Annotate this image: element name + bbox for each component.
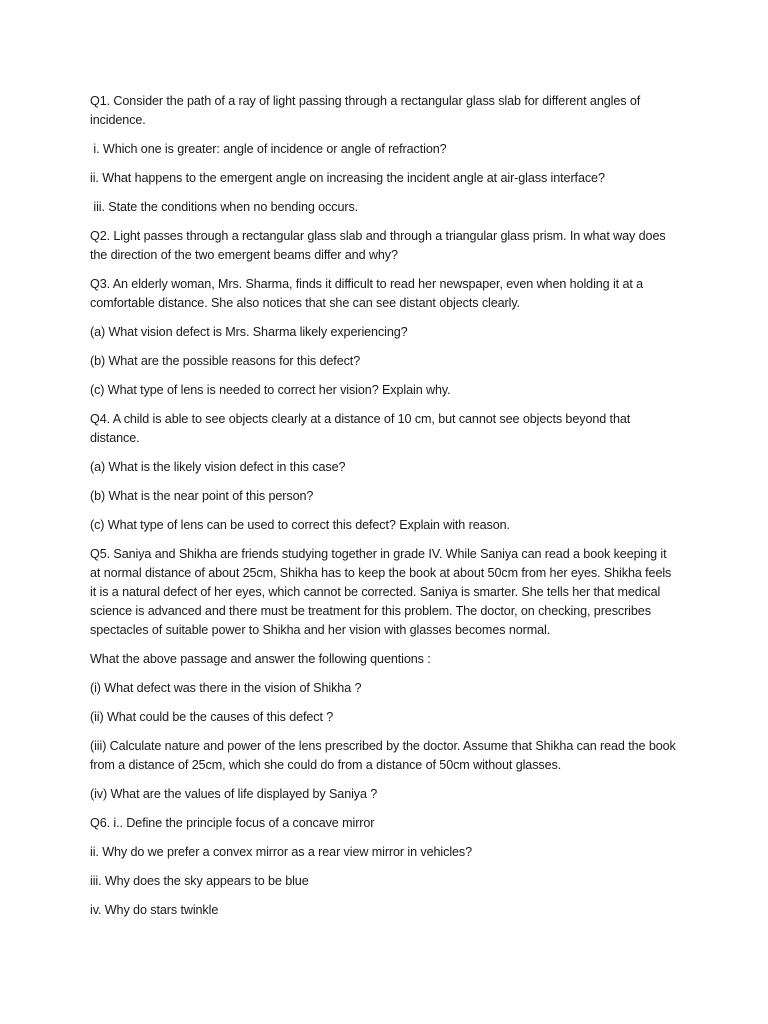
q4-part-c: (c) What type of lens can be used to correct this defect? Explain with reason. (90, 518, 510, 532)
q6-part-iv: iv. Why do stars twinkle (90, 903, 219, 917)
document-page (90, 92, 680, 930)
q5-part-iii: (iii) Calculate nature and power of the lens prescribed by the doctor. Assume that Shikha can read the book from a distance of 25cm, which she could do from a distance of 50cm without glasses. (90, 739, 676, 772)
q6-part-iii: iii. Why does the sky appears to be blue (90, 874, 309, 888)
q4-part-b: (b) What is the near point of this person? (90, 489, 314, 503)
q4-part-a: (a) What is the likely vision defect in this case? (90, 460, 346, 474)
q5-part-iv: (iv) What are the values of life displayed by Saniya ? (90, 787, 378, 801)
q1-part-ii: ii. What happens to the emergent angle on increasing the incident angle at air-glass interface? (90, 171, 605, 185)
q3-part-b: (b) What are the possible reasons for this defect? (90, 354, 361, 368)
q1-question: Q1. Consider the path of a ray of light passing through a rectangular glass slab for different angles of incidence. (90, 94, 641, 127)
q1-part-iii: iii. State the conditions when no bending occurs. (90, 200, 359, 214)
q3-part-a: (a) What vision defect is Mrs. Sharma likely experiencing? (90, 325, 408, 339)
q1-part-i: i. Which one is greater: angle of incidence or angle of refraction? (90, 142, 447, 156)
q4-question: Q4. A child is able to see objects clearly at a distance of 10 cm, but cannot see objects beyond that distance. (90, 412, 631, 445)
q5-passage: Q5. Saniya and Shikha are friends studying together in grade IV. While Saniya can read a book keeping it at normal distance of about 25cm, Shikha has to keep the book at about 50cm from her eyes. Shikha feels it is a natural defect of her eyes, which cannot be corrected. Saniya is smarter. She tells her that medical science is advanced and there must be treatment for this problem. The doctor, on checking, prescribes spectacles of suitable power to Shikha and her vision with glasses becomes normal. (90, 547, 672, 637)
q6-part-ii: ii. Why do we prefer a convex mirror as a rear view mirror in vehicles? (90, 845, 473, 859)
q3-part-c: (c) What type of lens is needed to correct her vision? Explain why. (90, 383, 451, 397)
q5-part-i: (i) What defect was there in the vision of Shikha ? (90, 681, 362, 695)
q2-question: Q2. Light passes through a rectangular glass slab and through a triangular glass prism. In what way does the direction of the two emergent beams differ and why? (90, 229, 666, 262)
q5-instruction: What the above passage and answer the following quentions : (90, 652, 431, 666)
q5-part-ii: (ii) What could be the causes of this defect ? (90, 710, 334, 724)
q6-part-i: Q6. i.. Define the principle focus of a concave mirror (90, 816, 375, 830)
q3-question: Q3. An elderly woman, Mrs. Sharma, finds it difficult to read her newspaper, even when holding it at a comfortable distance. She also notices that she can see distant objects clearly. (90, 277, 644, 310)
